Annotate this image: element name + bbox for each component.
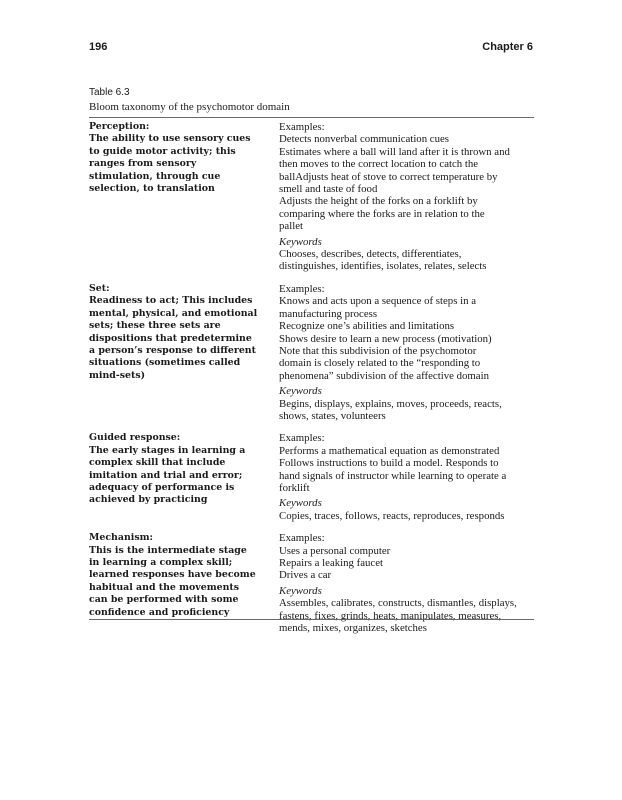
keywords-line: fastens, fixes, grinds, heats, manipulates, measures, — [279, 609, 502, 622]
keywords-line: mends, mixes, organizes, sketches — [279, 622, 427, 635]
examples-label: Examples: — [279, 282, 325, 295]
chapter-label: Chapter 6 — [482, 41, 533, 53]
example-line: Repairs a leaking faucet — [279, 557, 384, 569]
table-caption: Bloom taxonomy of the psychomotor domain — [89, 101, 290, 113]
example-line: domain is closely related to the “responding to — [279, 357, 481, 370]
keywords-line: Assembles, calibrates, constructs, dismantles, displays, — [279, 597, 517, 610]
example-line: Performs a mathematical equation as demonstrated — [279, 444, 500, 457]
domain-level-description — [89, 432, 279, 522]
level-description-line: dispositions that predetermine — [89, 332, 252, 344]
level-description-line: complex skill that include — [89, 457, 226, 469]
level-description-line: habitual and the movements — [89, 581, 240, 593]
example-line: Note that this subdivision of the psychomotor — [279, 344, 477, 357]
level-description-line: imitation and trial and error; — [89, 469, 243, 481]
level-description-line: to guide motor activity; this — [89, 145, 236, 157]
table-top-rule — [89, 117, 534, 118]
level-description-line: ranges from sensory — [89, 158, 197, 170]
example-line: Estimates where a ball will land after it is thrown and — [279, 145, 510, 158]
example-line: Drives a car — [279, 569, 332, 582]
keywords-label: Keywords — [279, 235, 322, 248]
level-description-line: The ability to use sensory cues — [89, 133, 251, 145]
example-line: smell and taste of food — [279, 183, 378, 196]
table-label: Table 6.3 — [89, 87, 130, 98]
example-line: forklift — [279, 481, 310, 494]
level-description-line: mind-sets) — [89, 369, 146, 381]
level-description-line: The early stages in learning a — [89, 444, 246, 456]
example-line: Uses a personal computer — [279, 544, 391, 557]
example-line: Knows and acts upon a sequence of steps in a — [279, 295, 476, 308]
example-line: pallet — [279, 220, 303, 233]
keywords-line: Begins, displays, explains, moves, proceeds, reacts, — [279, 397, 502, 410]
example-line: then moves to the correct location to catch the — [279, 158, 479, 171]
example-line: Shows desire to learn a new process (motivation) — [279, 332, 492, 345]
level-title: Guided response: — [89, 432, 181, 444]
table-row — [89, 432, 534, 522]
page-number: 196 — [89, 41, 108, 53]
level-description-line: This is the intermediate stage — [89, 544, 247, 556]
example-line: manufacturing process — [279, 307, 378, 320]
level-description-line: sets; these three sets are — [89, 320, 221, 332]
example-line: Follows instructions to build a model. Responds to — [279, 457, 499, 470]
keywords-label: Keywords — [279, 497, 322, 510]
level-description-line: confidence and proficiency — [89, 606, 230, 618]
level-description-line: adequacy of performance is — [89, 481, 235, 493]
level-title: Set: — [89, 282, 110, 294]
example-line: hand signals of instructor while learning to operate a — [279, 469, 507, 482]
example-line: comparing where the forks are in relation to the — [279, 207, 485, 220]
level-description-line: a person’s response to different — [89, 344, 256, 356]
level-description-line: situations (sometimes called — [89, 357, 241, 369]
examples-cell — [279, 432, 534, 522]
table-bottom-rule — [89, 619, 534, 620]
examples-label: Examples: — [279, 121, 325, 133]
level-description-line: Readiness to act; This includes — [89, 295, 253, 307]
table-body — [89, 121, 534, 644]
keywords-label: Keywords — [279, 584, 322, 597]
table-row — [89, 283, 534, 422]
level-description-line: learned responses have become — [89, 569, 256, 581]
domain-level-description — [89, 121, 279, 273]
example-line: Detects nonverbal communication cues — [279, 133, 449, 146]
examples-label: Examples: — [279, 432, 325, 445]
level-description-line: stimulation, through cue — [89, 170, 221, 182]
level-description-line: in learning a complex skill; — [89, 557, 233, 568]
table-row — [89, 121, 534, 273]
level-description-line: mental, physical, and emotional — [89, 307, 258, 319]
example-line: Recognize one’s abilities and limitations — [279, 320, 455, 333]
examples-cell — [279, 121, 534, 273]
keywords-label: Keywords — [279, 385, 322, 398]
example-line: phenomena” subdivision of the affective domain — [279, 369, 489, 382]
keywords-line: Chooses, describes, detects, differentiates, — [279, 248, 462, 261]
level-description-line: can be performed with some — [89, 594, 239, 606]
examples-label: Examples: — [279, 532, 325, 545]
example-line: ballAdjusts heat of stove to correct temperature by — [279, 170, 498, 183]
keywords-line: Copies, traces, follows, reacts, reproduces, responds — [279, 509, 505, 522]
level-title: Perception: — [89, 121, 150, 132]
level-title: Mechanism: — [89, 532, 153, 544]
level-description-line: selection, to translation — [89, 183, 215, 195]
examples-cell — [279, 283, 534, 422]
level-description-line: achieved by practicing — [89, 494, 208, 506]
example-line: Adjusts the height of the forks on a forklift by — [279, 195, 478, 208]
domain-level-description — [89, 283, 279, 422]
keywords-line: distinguishes, identifies, isolates, relates, selects — [279, 260, 487, 273]
keywords-line: shows, states, volunteers — [279, 409, 386, 422]
